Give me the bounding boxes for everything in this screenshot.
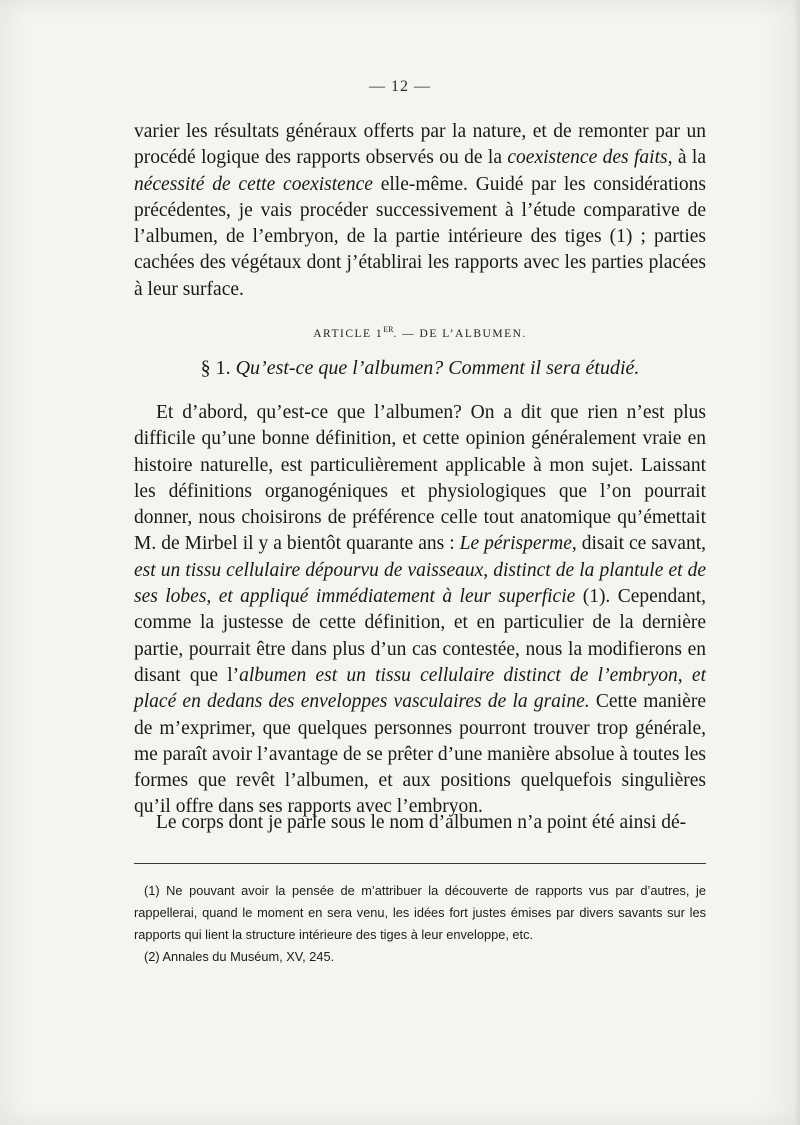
footnotes	[134, 880, 706, 968]
footnote-2: (2) Annales du Muséum, XV, 245.	[144, 949, 335, 964]
section-number: § 1.	[200, 357, 231, 379]
footnote-1: (1) Ne pouvant avoir la pensée de m’attribuer la découverte de rapports vus par d’autres, je rappellerai, quand le moment en sera venu, les idées fort justes émises par divers savants sur les rapports qui lient la structure intérieure des tiges à leur enveloppe, etc.	[134, 883, 706, 942]
paragraph-next	[134, 810, 706, 836]
page-edge-shadow	[794, 0, 800, 1125]
paragraph-3: Le corps dont je parle sous le nom d’albumen n’a point été ainsi dé-	[156, 812, 687, 833]
paragraph-definition	[134, 400, 706, 821]
paragraph-2: Et d’abord, qu’est-ce que l’albumen? On a dit que rien n’est plus difficile qu’une bonne définition, et cette opinion généralement vraie en histoire naturelle, est particulièrement applicable à mon sujet. Laissant les définitions organogéniques et physiologiques que l’on pourrait donner, nous choisirons de préférence celle tout anatomique qu’émettait M. de Mirbel il y a bientôt quarante ans : Le périsperme, disait ce savant, est un tissu cellulaire dépourvu de vaisseaux, distinct de la plantule et de ses lobes, et appliqué immédiatement à leur superficie (1). Cependant, comme la justesse de cette définition, et en particulier de la dernière partie, pourrait être dans plus d’un cas contestée, nous la modifierons en disant que l’albumen est un tissu cellulaire distinct de l’embryon, et placé en dedans des enveloppes vasculaires de la graine. Cette manière de m’exprimer, que quelques personnes pourront trouver trop générale, me paraît avoir l’avantage de se prêter d’une manière absolue à toutes les formes que revêt l’albumen, et aux positions quelquefois singulières qu’il offre dans ses rapports avec l’embryon.	[134, 402, 707, 818]
section-question: Qu’est-ce que l’albumen? Comment il sera étudié.	[235, 357, 640, 379]
section-title	[134, 357, 706, 380]
paragraph-continuation	[134, 119, 706, 303]
article-heading: ARTICLE 1ER. — DE L’ALBUMEN.	[313, 325, 527, 340]
page-number: — 12 —	[369, 78, 431, 95]
footnote-rule	[134, 863, 706, 864]
paragraph-1: varier les résultats généraux offerts par la nature, et de remonter par un procédé logique des rapports observés ou de la coexistence des faits, à la nécessité de cette coexistence elle-même. Guidé par les considérations précédentes, je vais procéder successivement à l’étude comparative de l’albumen, de l’embryon, de la partie intérieure des tiges (1) ; parties cachées des végétaux dont j’établirai les rapports avec les parties placées à leur surface.	[134, 121, 707, 300]
